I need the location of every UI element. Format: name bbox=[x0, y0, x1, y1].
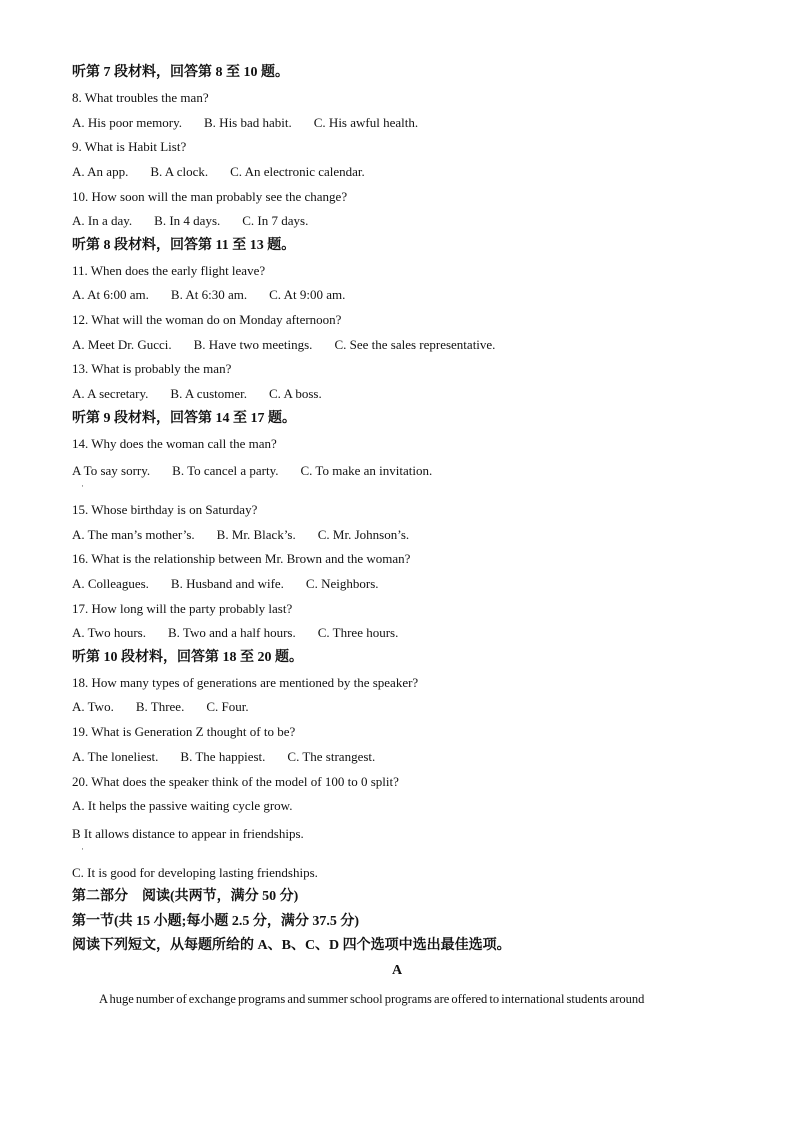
question-options bbox=[72, 115, 418, 131]
question-options bbox=[72, 749, 375, 765]
option-c: C. An electronic calendar. bbox=[230, 164, 365, 179]
stray-dot: · bbox=[81, 844, 84, 854]
passage-text: A huge number of exchange programs and summer school programs are offered to international students around bbox=[99, 992, 645, 1006]
option-a: A. Meet Dr. Gucci. bbox=[72, 337, 172, 352]
section-header: 听第 9 段材料，回答第 14 至 17 题。 bbox=[72, 411, 296, 426]
question-text: 20. What does the speaker think of the model of 100 to 0 split? bbox=[72, 774, 399, 789]
question-text: 9. What is Habit List? bbox=[72, 139, 187, 154]
option-c: C. Neighbors. bbox=[305, 576, 379, 591]
question-options bbox=[72, 625, 398, 641]
option-b: B. Husband and wife. bbox=[170, 576, 284, 591]
question-options bbox=[72, 699, 249, 715]
option-b: B. Two and a half hours. bbox=[167, 625, 296, 640]
option-b: B. A customer. bbox=[170, 386, 247, 401]
question-text: 14. Why does the woman call the man? bbox=[72, 436, 277, 451]
passage-letter: A bbox=[391, 963, 403, 978]
question-text: 19. What is Generation Z thought of to be? bbox=[72, 724, 296, 739]
section-header: 听第 10 段材料，回答第 18 至 20 题。 bbox=[72, 650, 303, 665]
question-text: 16. What is the relationship between Mr. Brown and the woman? bbox=[72, 551, 411, 566]
section-header: 第一节(共 15 小题;每小题 2.5 分，满分 37.5 分) bbox=[72, 914, 359, 929]
question-options bbox=[72, 337, 495, 353]
option-b: B. Have two meetings. bbox=[193, 337, 313, 352]
option-a: A To say sorry. bbox=[72, 463, 151, 478]
question-options bbox=[72, 463, 432, 479]
section-header: 听第 8 段材料，回答第 11 至 13 题。 bbox=[72, 238, 296, 253]
option-a: A. His poor memory. bbox=[72, 115, 183, 130]
option-a: A. Two hours. bbox=[72, 625, 146, 640]
question-text: 12. What will the woman do on Monday afternoon? bbox=[72, 312, 342, 327]
option-c: C. A boss. bbox=[268, 386, 322, 401]
option-c: C. It is good for developing lasting friendships. bbox=[72, 865, 318, 880]
option-a: A. A secretary. bbox=[72, 386, 149, 401]
option-a: A. At 6:00 am. bbox=[72, 287, 149, 302]
option-b: B. His bad habit. bbox=[204, 115, 292, 130]
question-options bbox=[72, 527, 409, 543]
option-b: B. To cancel a party. bbox=[172, 463, 279, 478]
question-options bbox=[72, 164, 365, 180]
question-options bbox=[72, 287, 345, 303]
question-text: 8. What troubles the man? bbox=[72, 90, 209, 105]
option-b: B. Three. bbox=[135, 699, 185, 714]
option-c: C. The strangest. bbox=[287, 749, 376, 764]
option-c: C. Three hours. bbox=[317, 625, 399, 640]
option-b: B. In 4 days. bbox=[154, 213, 221, 228]
option-b: B. The happiest. bbox=[180, 749, 266, 764]
instruction-text: 阅读下列短文，从每题所给的 A、B、C、D 四个选项中选出最佳选项。 bbox=[72, 938, 511, 953]
question-options bbox=[72, 386, 322, 402]
option-b: B. Mr. Black’s. bbox=[216, 527, 296, 542]
option-a: A. In a day. bbox=[72, 213, 133, 228]
option-c: C. At 9:00 am. bbox=[269, 287, 346, 302]
option-a: A. The loneliest. bbox=[72, 749, 159, 764]
option-c: C. To make an invitation. bbox=[300, 463, 433, 478]
question-text: 13. What is probably the man? bbox=[72, 361, 232, 376]
option-a: A. It helps the passive waiting cycle grow. bbox=[72, 798, 293, 813]
option-a: A. An app. bbox=[72, 164, 129, 179]
option-b: B It allows distance to appear in friendships. bbox=[72, 826, 304, 841]
option-a: A. The man’s mother’s. bbox=[72, 527, 195, 542]
option-a: A. Two. bbox=[72, 699, 114, 714]
question-options bbox=[72, 576, 379, 592]
question-text: 11. When does the early flight leave? bbox=[72, 263, 266, 278]
stray-dot: · bbox=[81, 481, 84, 491]
question-text: 15. Whose birthday is on Saturday? bbox=[72, 502, 258, 517]
question-text: 17. How long will the party probably last? bbox=[72, 601, 293, 616]
option-c: C. Four. bbox=[206, 699, 249, 714]
option-a: A. Colleagues. bbox=[72, 576, 149, 591]
section-header: 听第 7 段材料，回答第 8 至 10 题。 bbox=[72, 65, 289, 80]
option-c: C. Mr. Johnson’s. bbox=[317, 527, 410, 542]
option-b: B. A clock. bbox=[150, 164, 209, 179]
option-c: C. See the sales representative. bbox=[334, 337, 496, 352]
option-b: B. At 6:30 am. bbox=[170, 287, 248, 302]
question-options bbox=[72, 213, 308, 229]
option-c: C. In 7 days. bbox=[242, 213, 309, 228]
question-text: 10. How soon will the man probably see the change? bbox=[72, 189, 348, 204]
question-text: 18. How many types of generations are mentioned by the speaker? bbox=[72, 675, 419, 690]
option-c: C. His awful health. bbox=[313, 115, 419, 130]
part-header: 第二部分 阅读(共两节，满分 50 分) bbox=[72, 889, 299, 904]
